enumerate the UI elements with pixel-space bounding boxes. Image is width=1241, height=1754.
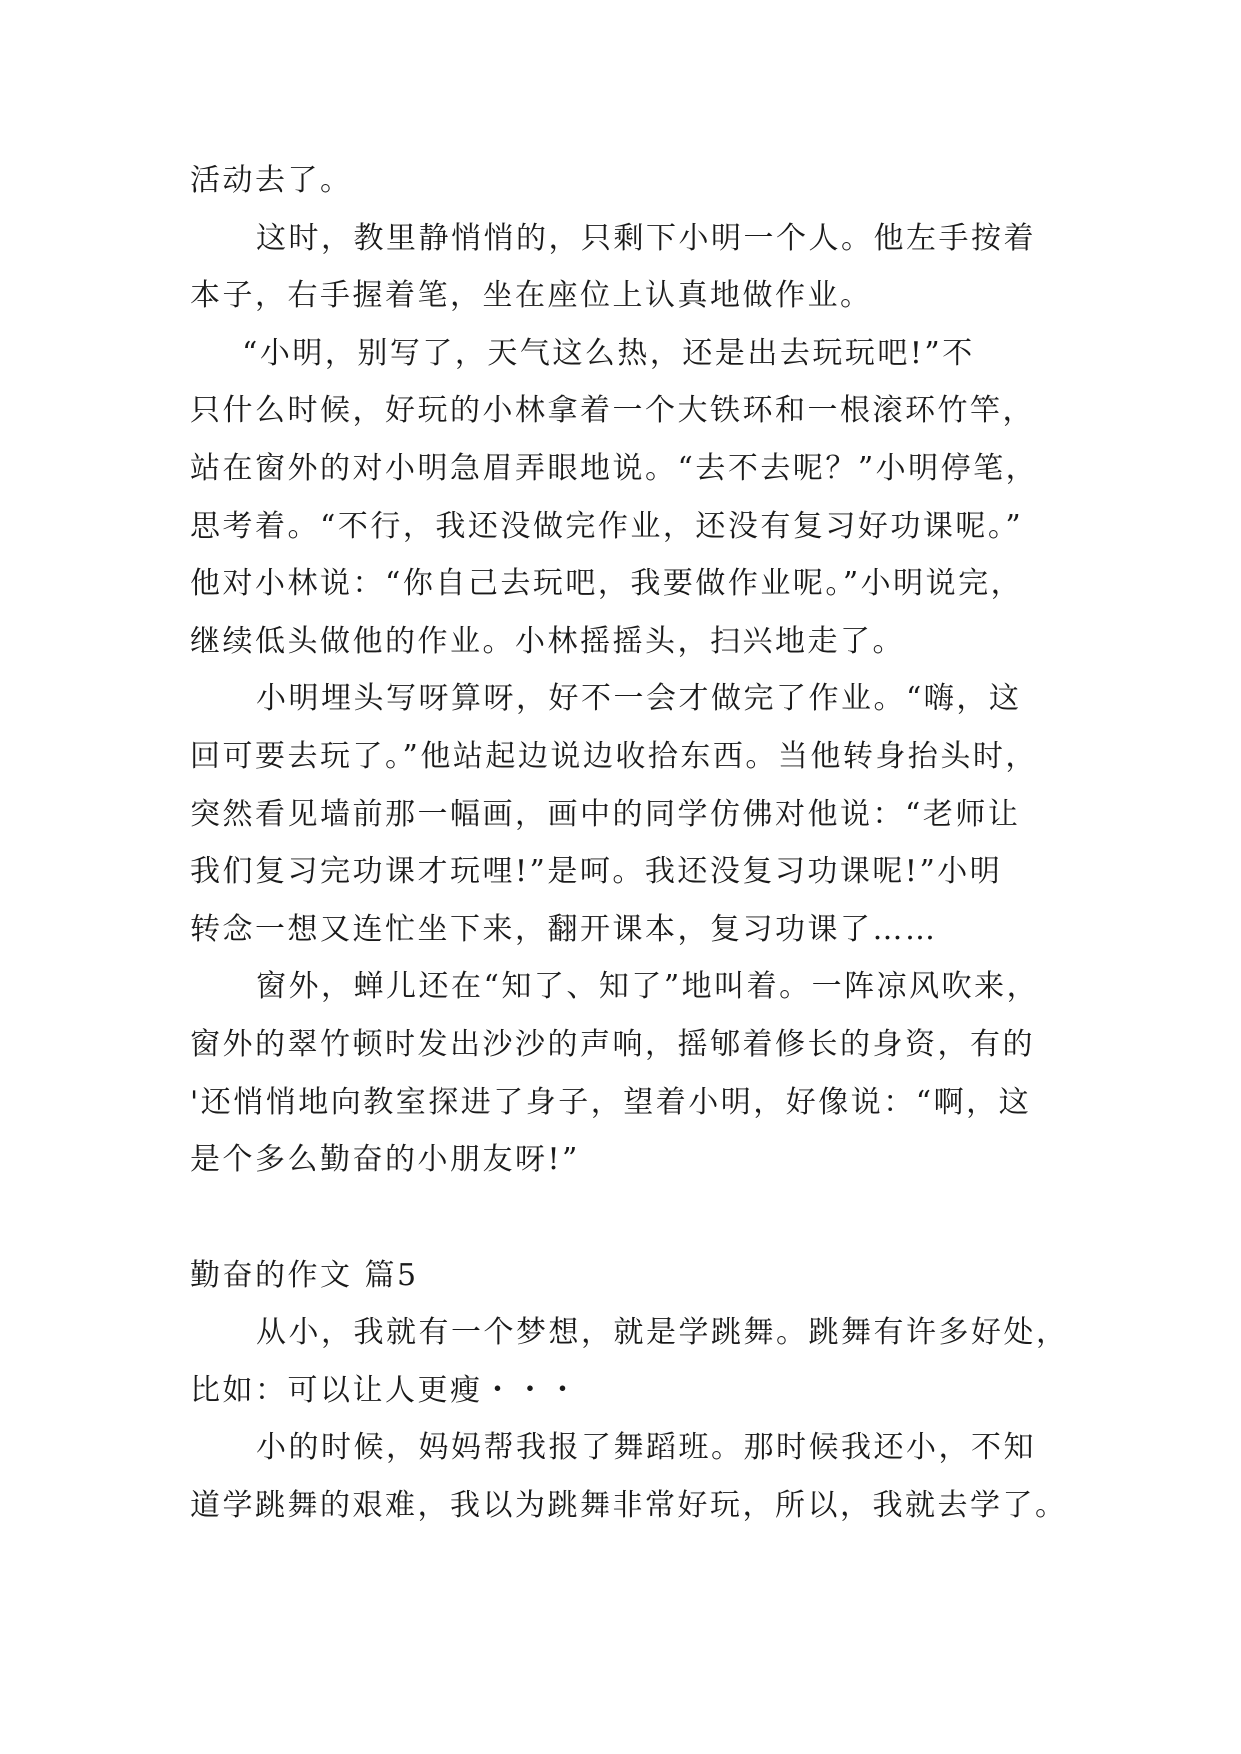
section-heading: 勤奋的作文 篇5 <box>190 1257 419 1293</box>
paragraph-line: 这时，教里静悄悄的，只剩下小明一个人。他左手按着 <box>256 220 1036 256</box>
paragraph-line: 比如：可以让人更瘦・・・ <box>190 1372 580 1408</box>
paragraph-line: “小明，别写了，天气这么热，还是出去玩玩吧!”不 <box>242 335 975 371</box>
section-gap <box>190 1189 1052 1247</box>
paragraph-line: 他对小林说：“你自己去玩吧，我要做作业呢。”小明说完， <box>190 566 1024 602</box>
paragraph-line: 站在窗外的对小明急眉弄眼地说。“去不去呢？”小明停笔， <box>190 450 1039 486</box>
paragraph-line: 活动去了。 <box>190 163 353 198</box>
paragraph-line: 从小，我就有一个梦想，就是学跳舞。跳舞有许多好处， <box>256 1315 1069 1351</box>
paragraph-line: 窗外，蝉儿还在“知了、知了”地叫着。一阵凉风吹来， <box>256 969 1040 1005</box>
paragraph-line: 只什么时候，好玩的小林拿着一个大铁环和一根滚环竹竿， <box>190 393 1035 429</box>
paragraph-line: 窗外的翠竹顿时发出沙沙的声响，摇郇着修长的身资，有的 <box>190 1026 1035 1062</box>
paragraph-line: 转念一想又连忙坐下来，翻开课本，复习功课了…… <box>190 911 938 947</box>
paragraph-line: 道学跳舞的艰难，我以为跳舞非常好玩，所以，我就去学了。 <box>190 1488 1068 1524</box>
paragraph-line: '还悄悄地向教室探进了身子，望着小明，好像说：“啊，这 <box>190 1084 1032 1120</box>
paragraph-line: 小明埋头写呀算呀，好不一会才做完了作业。“嗨，这 <box>256 681 1022 717</box>
paragraph-line: 本子，右手握着笔，坐在座位上认真地做作业。 <box>190 278 873 314</box>
paragraph-line: 突然看见墙前那一幅画，画中的同学仿佛对他说：“老师让 <box>190 796 1021 832</box>
paragraph-line: 继续低头做他的作业。小林摇摇头，扫兴地走了。 <box>190 623 905 659</box>
paragraph-line: 小的时候，妈妈帮我报了舞蹈班。那时候我还小，不知 <box>256 1430 1036 1466</box>
document-page <box>190 152 1069 1535</box>
paragraph-line: 回可要去玩了。”他站起边说边收拾东西。当他转身抬头时， <box>190 738 1038 774</box>
paragraph-line: 是个多么勤奋的小朋友呀!” <box>190 1142 580 1178</box>
paragraph-line: 思考着。“不行，我还没做完作业，还没有复习好功课呢。” <box>190 508 1024 544</box>
paragraph-line: 我们复习完功课才玩哩!”是呵。我还没复习功课呢!”小明 <box>190 854 1003 890</box>
